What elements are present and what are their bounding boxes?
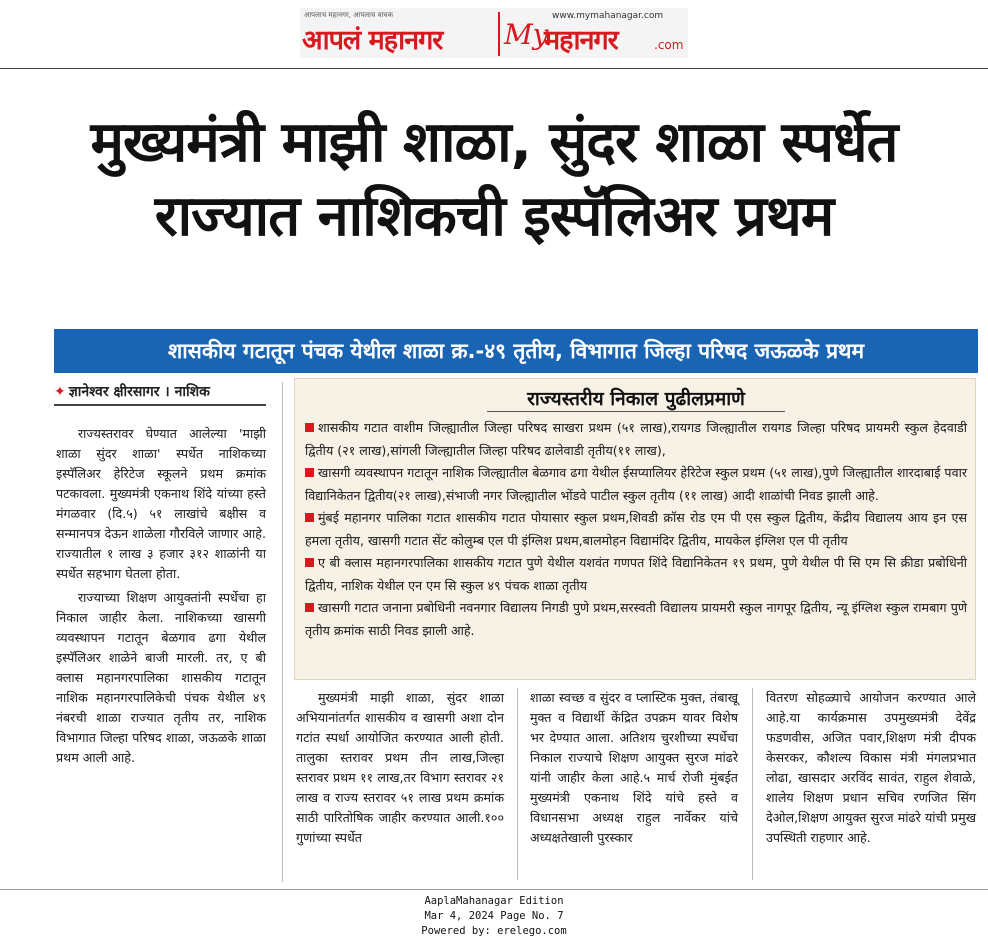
subheadline-banner: शासकीय गटातून पंचक येथील शाळा क्र.-४९ तृतीय, विभागात जिल्हा परिषद जऊळके प्रथम [54,329,978,373]
results-box [294,378,976,680]
results-box-title: राज्यस्तरीय निकाल पुढीलप्रमाणे [527,388,745,410]
article-column-2 [296,688,504,852]
article-column-3 [530,688,738,852]
masthead-url: www.mymahanagar.com [552,11,664,21]
bullet-square-icon [305,468,314,477]
masthead-tagline: आपलाच महानगर, आपलाच वाचक [304,11,394,19]
bullet-square-icon [305,603,314,612]
masthead-separator [498,12,500,56]
column-3-text: शाळा स्वच्छ व सुंदर व प्लास्टिक मुक्त, तंबाखू मुक्त व विद्यार्थी केंद्रित उपक्रम यावर विशेष भर देण्यात आला. अतिशय चुरशीच्या स्पर्धेचा निकाल राज्याचे शिक्षण आयुक्त सुरज मांढरे यांनी जाहीर केला आहे.५ मार्च रोजी मुंबईत मुख्यमंत्री एकनाथ शिंदे यांचे हस्ते व विधानसभा अध्यक्ष राहुल नार्वेकर यांचे अध्यक्षतेखाली पुरस्कार [530,690,738,845]
column-1-paragraph-2: राज्याच्या शिक्षण आयुक्तांनी स्पर्धेचा हा निकाल जाहीर केला. नाशिकच्या खासगी व्यवस्थापन गटातून बेळगाव ढगा येथील इस्पॅलिअर शाळेने बाजी मारली. तर, ए बी क्लास महानगरपालिका शासकीय गटातून नाशिक महानगरपालिकेची पंचक येथील ४९ नंबरची शाळा राज्यात तृतीय तर, नाशिक विभागात जिल्हा परिषद शाळा, जऊळके शाळा प्रथम आली आहे. [56,590,266,765]
column-4-text: वितरण सोहळ्याचे आयोजन करण्यात आले आहे.या कार्यक्रमास उपमुख्यमंत्री देवेंद्र फडणवीस, अजित पवार,शिक्षण मंत्री दीपक केसरकर, कौशल्य विकास मंत्री मंगलप्रभात लोढा, खासदार अरविंद सावंत, राहुल शेवाळे, शालेय शिक्षण प्रधान सचिव रणजित सिंग देओल,शिक्षण आयुक्त सुरज मांढरे यांची प्रमुख उपस्थिती राहणार आहे. [766,690,976,845]
column-1-paragraph-1: राज्यस्तरावर घेण्यात आलेल्या 'माझी शाळा सुंदर शाळा' स्पर्धेत नाशिकच्या इस्पॅलिअर हेरिटेज स्कूलने प्रथम क्रमांक पटकावला. मुख्यमंत्री एकनाथ शिंदे यांच्या हस्ते मंगळवार (दि.५) ५१ लाखांचे बक्षीस व सन्मानपत्र देऊन शाळेला गौरविले जाणार आहे. राज्यातील १ लाख ३ हजार ३१२ शाळांनी या स्पर्धेत सहभाग घेतला होता. [56,426,266,581]
masthead-dotcom: .com [654,38,684,52]
footer-powered-by: Powered by: erelego.com [421,925,567,937]
footer [0,894,988,939]
results-item: मुंबई महानगर पालिका गटात शासकीय गटात पोयासार स्कुल प्रथम,शिवडी क्रॉस रोड एम पी एस स्कुल द्वितीय, केंद्रीय विद्यालय आय इन एस हमला तृतीय, खासगी गटात सेंट कोलुम्ब एल पी इंग्लिश प्रथम,बालमोहन विद्यामंदिर द्वितीय, मायकेल इंग्लिश एल पी तृतीय [305,510,967,548]
results-item: ए बी क्लास महानगरपालिका शासकीय गटात पुणे येथील यशवंत गणपत शिंदे विद्यानिकेतन १९ प्रथम, पुणे येथील पी सि एम सि क्रीडा प्रबोधिनी द्वितीय, नाशिक येथील एन एम सि स्कुल ४९ पंचक शाळा तृतीय [305,555,967,593]
masthead-name-left: आपलं महानगर [302,25,443,56]
bullet-square-icon [305,513,314,522]
article-column-1 [56,424,266,772]
results-item: शासकीय गटात वाशीम जिल्ह्यातील जिल्हा परिषद साखरा प्रथम (५१ लाख),रायगड जिल्ह्यातील रायगड जिल्हा परिषद प्रायमरी स्कुल हेदवाडी द्वितीय (२१ लाख),सांगली जिल्ह्यातील जिल्हा परिषद ढालेवाडी तृतीय(११ लाख), [305,420,967,458]
results-item: खासगी व्यवस्थापन गटातून नाशिक जिल्ह्यातील बेळगाव ढगा येथील ईसप्यालियर हेरिटेज स्कुल प्रथम (५१ लाख),पुणे जिल्ह्यातील शारदाबाई पवार विद्यानिकेतन द्वितीय(२१ लाख),संभाजी नगर जिल्ह्यातील भोंडवे पाटील स्कुल तृतीय (११ लाख) आदी शाळांची निवड झाली आहे. [305,465,967,503]
byline [54,382,266,401]
masthead-name-right: महानगर [544,25,618,56]
results-item: खासगी गटात जनाना प्रबोधिनी नवनगार विद्यालय निगडी पुणे प्रथम,सरस्वती विद्यालय प्रायमरी स्कुल नागपूर द्वितीय, न्यू इंग्लिश स्कुल रामबाग पुणे तृतीय क्रमांक साठी निवड झाली आहे. [305,600,967,638]
column-divider [282,382,283,882]
column-divider [517,688,518,880]
masthead-rule [0,68,988,69]
masthead-my: My [504,18,549,51]
column-divider [752,688,753,880]
column-2-text: मुख्यमंत्री माझी शाळा, सुंदर शाळा अभियानांतर्गत शासकीय व खासगी अशा दोन गटांत स्पर्धा आयोजित करण्यात आली होती. तालुका स्तरावर प्रथम तीन लाख,जिल्हा स्तरावर प्रथम ११ लाख,तर विभाग स्तरावर २१ लाख व राज्य स्तरावर ५१ लाख प्रथम क्रमांक साठी पारितोषिक जाहीर करण्यात आली.१०० गुणांच्या स्पर्धेत [296,690,504,845]
footer-edition: AaplaMahanagar Edition [424,895,564,907]
byline-star-icon: ✦ [54,384,66,400]
footer-date-page: Mar 4, 2024 Page No. 7 [424,910,564,922]
bullet-square-icon [305,558,314,567]
masthead-right [504,8,688,58]
article-column-4 [766,688,976,852]
masthead-left [300,8,500,58]
headline-line-2: राज्यात नाशिकची इस्पॅलिअर प्रथम [154,184,834,249]
results-box-title-rule [487,411,785,412]
byline-rule [54,404,266,406]
masthead-logo [300,8,688,58]
byline-text: ज्ञानेश्वर क्षीरसागर । नाशिक [68,384,210,400]
headline-line-1: मुख्यमंत्री माझी शाळा, सुंदर शाळा स्पर्धेत [90,110,898,175]
results-list [305,417,967,642]
footer-rule [0,889,988,890]
headline [0,106,988,254]
bullet-square-icon [305,423,314,432]
